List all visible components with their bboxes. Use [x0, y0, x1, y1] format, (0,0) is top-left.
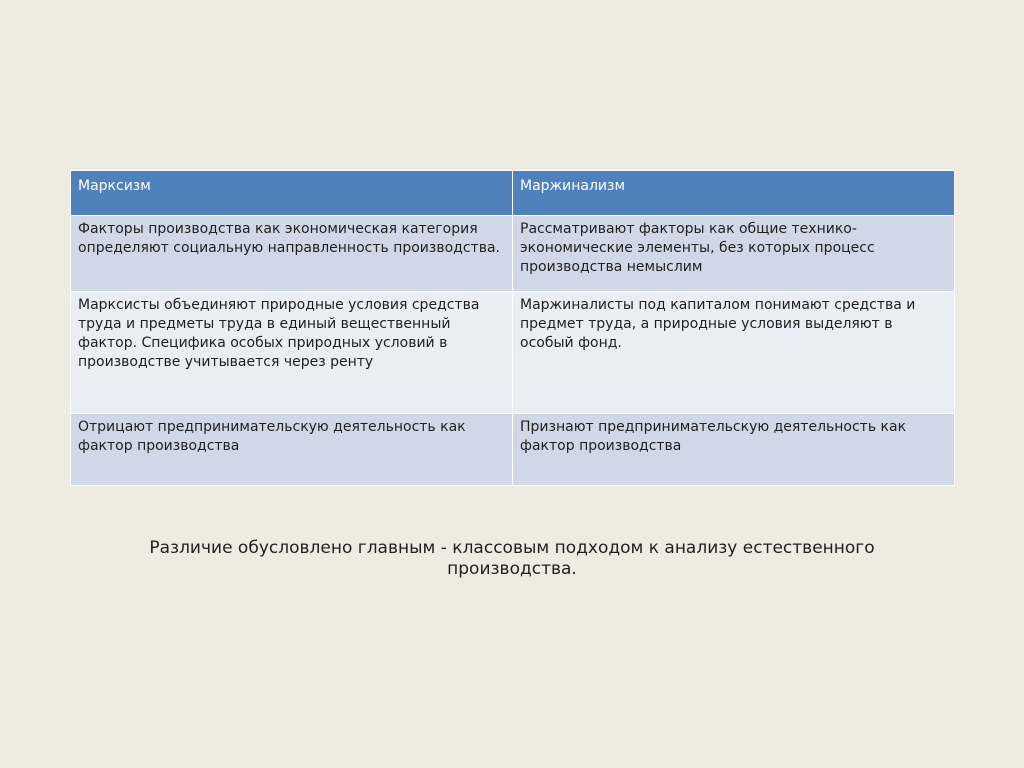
- table-cell: Отрицают предпринимательскую деятельность как фактор производства: [71, 414, 513, 486]
- table-row: [71, 414, 955, 486]
- table-cell: Маржиналисты под капиталом понимают средства и предмет труда, а природные условия выделяют в особый фонд.: [513, 292, 955, 414]
- header-marxism: Марксизм: [71, 171, 513, 216]
- comparison-table: [70, 170, 955, 486]
- table-cell: Признают предпринимательскую деятельность как фактор производства: [513, 414, 955, 486]
- table-cell: Марксисты объединяют природные условия средства труда и предметы труда в единый вещественный фактор. Специфика особых природных условий в производстве учитывается через ренту: [71, 292, 513, 414]
- table-header-row: [71, 171, 955, 216]
- header-marginalism: Маржинализм: [513, 171, 955, 216]
- slide-caption: Различие обусловлено главным - классовым подходом к анализу естественного производства.: [149, 538, 875, 579]
- table-cell: Рассматривают факторы как общие технико-экономические элементы, без которых процесс производства немыслим: [513, 216, 955, 292]
- table-cell: Факторы производства как экономическая категория определяют социальную направленность производства.: [71, 216, 513, 292]
- table-row: [71, 216, 955, 292]
- table-row: [71, 292, 955, 414]
